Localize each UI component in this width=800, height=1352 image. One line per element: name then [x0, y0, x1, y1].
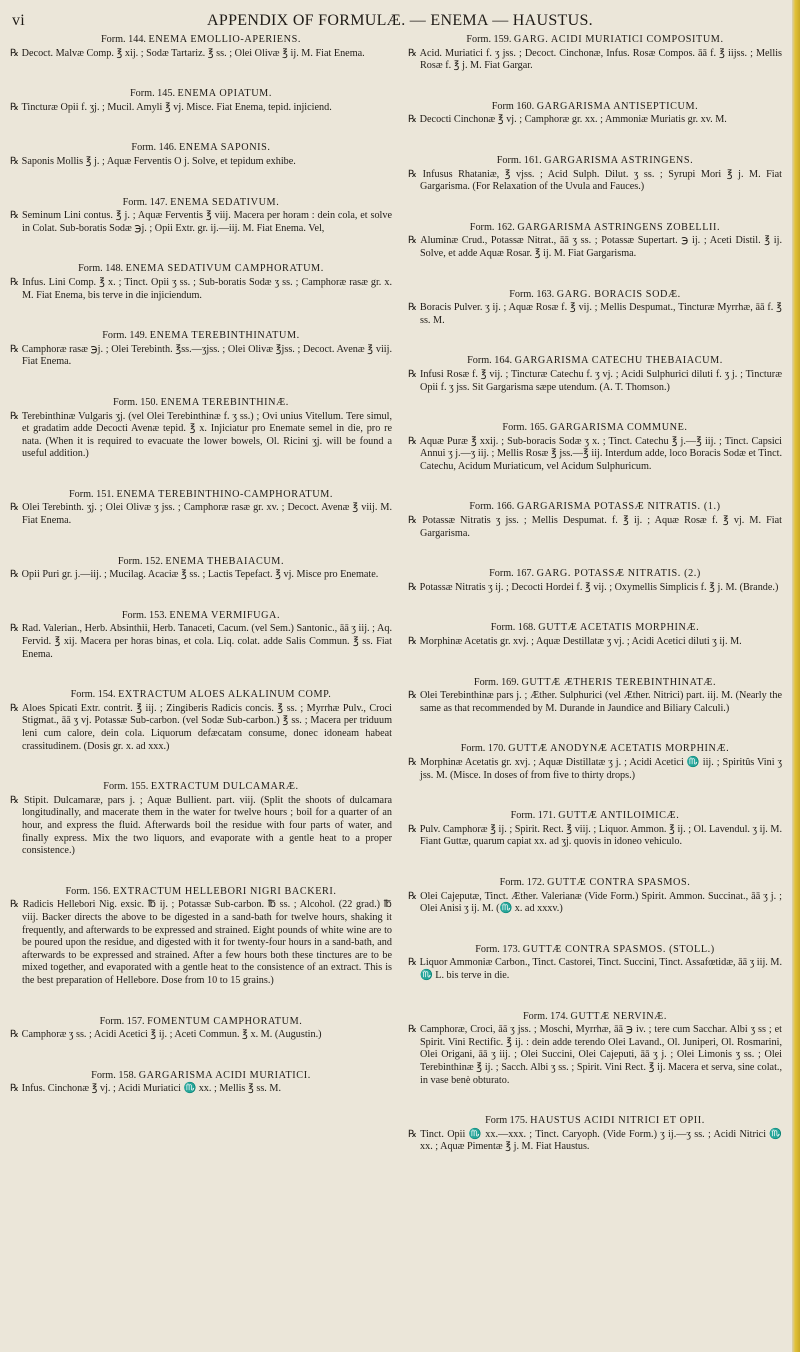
formula-heading	[408, 422, 782, 435]
formula-entry	[10, 886, 392, 988]
formula-number: Form. 172.	[499, 876, 545, 888]
formula-number: Form. 171.	[510, 810, 556, 822]
formula-heading	[408, 501, 782, 514]
formula-entry	[408, 289, 782, 328]
formula-heading	[10, 689, 392, 702]
formula-body: ℞ Tinct. Opii ♏ xx.—xxx. ; Tinct. Caryoph. (Vide Form.) ʒ ij.—ʒ ss. ; Acidi Nitrici ♏ xx. ; Aquæ Pimentæ ℥ j. M. Fiat Haustus.	[408, 1128, 782, 1153]
formula-body: ℞ Olei Cajeputæ, Tinct. Æther. Valerianæ (Vide Form.) Spirit. Ammon. Succinat., āā ʒ j. ; Olei Anisi ʒ ij. M. (♏ x. ad xxxv.)	[408, 890, 782, 915]
formula-body: ℞ Olei Terebinthinæ pars j. ; Æther. Sulphurici (vel Æther. Nitrici) part. iij. M. (Nearly the same as that recommended by M. Durande in Jaundice and Biliary Calculi.)	[408, 690, 782, 714]
formula-name: GARGARISMA ASTRINGENS.	[544, 154, 694, 166]
formula-entry	[408, 1115, 782, 1154]
formula-entry	[408, 422, 782, 473]
formula-name: ENEMA TEREBINTHINO-CAMPHORATUM.	[116, 488, 334, 500]
formula-entry	[408, 34, 782, 73]
formula-name: GARG. ACIDI MURIATICI COMPOSITUM.	[513, 34, 724, 45]
formula-number: Form. 165.	[502, 422, 548, 434]
formula-heading	[408, 810, 782, 823]
formula-name: GUTTÆ CONTRA SPASMOS. (STOLL.)	[522, 943, 715, 955]
formula-entry	[408, 944, 782, 983]
formula-entry	[408, 101, 782, 127]
formula-entry	[10, 781, 392, 858]
formula-number: Form. 151.	[68, 488, 114, 500]
formula-number: Form 175.	[485, 1115, 528, 1127]
formula-number: Form. 147.	[122, 196, 168, 208]
formula-number: Form. 145.	[130, 88, 175, 100]
formula-body: ℞ Saponis Mollis ℥ j. ; Aquæ Ferventis O j. Solve, et tepidum exhibe.	[10, 155, 296, 167]
formula-entry	[10, 556, 392, 582]
formula-heading	[10, 886, 392, 899]
formula-body: ℞ Camphoræ, Croci, āā ʒ jss. ; Moschi, Myrrhæ, āā ℈ iv. ; tere cum Sacchar. Albi ʒ ss ; et Spirit. Vini Rectific. ℥ ij. : dein adde terendo Olei Lavand., Ol. Juniperi, Ol. Rosmarini, Olei Origani, āā ʒ iij. ; Olei Succini, Olei Cajeputi, āā ʒ j. ; Olei Limonis ʒ ss. ; Olei Terebinthinæ ℥ ij. ; Sacch. Albi ʒ ss. ; Spirit. Vini Rect. ℥ ij. Macera et serva, sine colat., in vase benè obturato.	[408, 1024, 782, 1086]
formula-heading	[10, 1016, 392, 1029]
formula-number: Form. 144.	[100, 34, 146, 45]
page-edge	[792, 0, 800, 1352]
formula-number: Form. 153.	[121, 609, 167, 621]
formula-entry	[408, 877, 782, 916]
formula-entry	[408, 622, 782, 648]
formula-entry	[408, 568, 782, 594]
formula-body: ℞ Potassæ Nitratis ʒ ij. ; Decocti Hordei f. ℥ vij. ; Oxymellis Simplicis f. ℥ j. M. (Brande.)	[408, 581, 779, 593]
formula-entry	[10, 489, 392, 528]
formula-number: Form. 174.	[523, 1010, 568, 1022]
formula-body: ℞ Camphoræ rasæ ℈j. ; Olei Terebinth. ℥ss.—ʒjss. ; Olei Olivæ ℥jss. ; Decoct. Avenæ ℥ viij. Fiat Enema.	[10, 343, 392, 368]
formula-heading	[10, 489, 392, 502]
formula-name: HAUSTUS ACIDI NITRICI ET OPII.	[530, 1115, 705, 1127]
page-header	[12, 6, 788, 36]
formula-entry	[408, 810, 782, 849]
formula-number: Form. 155.	[103, 781, 149, 793]
formula-body: ℞ Tincturæ Opii f. ʒj. ; Mucil. Amyli ℥ vj. Misce. Fiat Enema, tepid. injiciend.	[10, 101, 332, 113]
formula-entry	[10, 263, 392, 302]
formula-body: ℞ Opii Puri gr. j.—iij. ; Mucilag. Acaciæ ℥ ss. ; Lactis Tepefact. ℥ vj. Misce pro Enemate.	[10, 569, 379, 581]
formula-number: Form. 163.	[509, 288, 555, 300]
formula-heading	[408, 355, 782, 368]
formula-heading	[10, 34, 392, 47]
formula-heading	[10, 556, 392, 569]
formula-entry	[408, 677, 782, 716]
formula-body: ℞ Infus. Cinchonæ ℥ vj. ; Acidi Muriatici ♏ xx. ; Mellis ℥ ss. M.	[10, 1083, 282, 1095]
formula-name: GUTTÆ NERVINÆ.	[570, 1010, 667, 1022]
formula-body: ℞ Aquæ Puræ ℥ xxij. ; Sub-boracis Sodæ ʒ x. ; Tinct. Catechu ℥ j.—℥ iij. ; Tinct. Capsici Annui ʒ j.—ʒ iij. ; Mellis Rosæ ℥ jss.—℥ iij. Interdum adde, loco Boracis Sodæ et Tinct. Catechu, Acidum Muriaticum, vel Acidum Sulphuricum.	[408, 435, 782, 472]
formula-name: GUTTÆ CONTRA SPASMOS.	[547, 876, 691, 888]
formula-body: ℞ Terebinthinæ Vulgaris ʒj. (vel Olei Terebinthinæ f. ʒ ss.) ; Ovi unius Vitellum. Tere simul, et gradatim adde Decocti Avenæ tepid. ℥ x. Injiciatur pro Enemate semel in die, pro re nata. (When it is required to evacuate the lower bowels, Ol. Ricini ʒj. will be found a useful addition.)	[10, 410, 392, 460]
formula-body: ℞ Radicis Hellebori Nig. exsic. ℔ ij. ; Potassæ Sub-carbon. ℔ ss. ; Alcohol. (22 grad.) ℔ viij. Backer directs the above to be digested in a sand-bath for twelve hours, shaking it frequently, and afterwards to be expressed and strained. Eight pounds of white wine are to be poured upon the residue, and digested with it for twenty-four hours in a sand-bath, and afterwards to be expressed and strained. After a few hours both these tinctures are to be mixed together, and evaporated with a gentle heat to the consistence of an extract. This is the best preparation of Hellebore. Dose from 10 to 15 grains.)	[10, 899, 392, 986]
formula-heading	[408, 289, 782, 302]
formula-heading	[408, 743, 782, 756]
formula-heading	[408, 222, 782, 235]
formula-heading	[408, 877, 782, 890]
formula-number: Form. 170.	[460, 743, 506, 755]
formula-heading	[408, 1011, 782, 1024]
formula-name: GARGARISMA ASTRINGENS ZOBELLII.	[517, 221, 721, 233]
formula-number: Form. 166.	[469, 501, 515, 513]
formula-number: Form. 148.	[78, 263, 124, 275]
formula-heading	[408, 568, 782, 581]
formula-number: Form. 150.	[113, 396, 159, 408]
formula-name: FOMENTUM CAMPHORATUM.	[147, 1015, 303, 1027]
formula-number: Form. 158.	[91, 1069, 137, 1081]
formula-body: ℞ Camphoræ ʒ ss. ; Acidi Acetici ℥ ij. ; Aceti Commun. ℥ x. M. (Augustin.)	[10, 1029, 322, 1041]
formula-name: ENEMA SEDATIVUM CAMPHORATUM.	[125, 263, 324, 275]
formula-name: GARGARISMA CATECHU THEBAIACUM.	[514, 355, 723, 367]
formula-entry	[10, 197, 392, 236]
formula-name: GARGARISMA COMMUNE.	[549, 422, 688, 434]
formula-body: ℞ Morphinæ Acetatis gr. xvj. ; Aquæ Distillatæ ʒ j. ; Acidi Acetici ♏ iij. ; Spiritûs Vini ʒ jss. M. (Misce. In doses of from five to thirty drops.)	[408, 757, 782, 781]
formula-name: GARGARISMA ACIDI MURIATICI.	[138, 1069, 311, 1081]
formula-entry	[408, 501, 782, 540]
formula-body: ℞ Infusus Rhataniæ, ℥ vjss. ; Acid Sulph. Dilut. ʒ ss. ; Syrupi Mori ℥ j. M. Fiat Gargarisma. (For Relaxation of the Uvula and Fauces.)	[408, 168, 782, 193]
formula-name: GARG. POTASSÆ NITRATIS. (2.)	[536, 568, 701, 580]
formula-number: Form. 157.	[99, 1015, 145, 1027]
formula-body: ℞ Infus. Lini Comp. ℥ x. ; Tinct. Opii ʒ ss. ; Sub-boratis Sodæ ʒ ss. ; Camphoræ rasæ gr. x. M. Fiat Enema, bis terve in die injiciendum.	[10, 276, 392, 301]
formula-name: EXTRACTUM DULCAMARÆ.	[150, 781, 299, 793]
formula-number: Form. 167.	[489, 568, 535, 580]
formula-name: GARGARISMA POTASSÆ NITRATIS. (1.)	[516, 501, 721, 513]
formula-heading	[10, 330, 392, 343]
formula-number: Form. 162.	[469, 221, 515, 233]
formula-number: Form. 169.	[473, 676, 519, 688]
formula-name: ENEMA TEREBINTHINÆ.	[160, 396, 289, 408]
formula-body: ℞ Acid. Muriatici f. ʒ jss. ; Decoct. Cinchonæ, Infus. Rosæ Compos. āā f. ℥ iijss. ; Mellis Rosæ f. ℥ j. M. Fiat Gargar.	[408, 47, 782, 72]
formula-name: ENEMA SEDATIVUM.	[170, 196, 280, 208]
formula-entry	[10, 88, 392, 114]
formula-heading	[408, 155, 782, 168]
formula-heading	[10, 397, 392, 410]
formula-number: Form. 173.	[475, 943, 521, 955]
running-title: APPENDIX OF FORMULÆ. — ENEMA — HAUSTUS.	[207, 12, 593, 29]
formula-name: ENEMA EMOLLIO-APERIENS.	[148, 34, 301, 45]
formula-entry	[10, 1016, 392, 1042]
formula-name: GARG. BORACIS SODÆ.	[556, 288, 681, 300]
formula-body: ℞ Olei Terebinth. ʒj. ; Olei Olivæ ʒ jss. ; Camphoræ rasæ gr. xv. ; Decoct. Avenæ ℥ viij. M. Fiat Enema.	[10, 502, 392, 527]
formula-number: Form. 164.	[467, 355, 513, 367]
formula-heading	[408, 34, 782, 47]
formula-heading	[408, 622, 782, 635]
formula-body: ℞ Morphinæ Acetatis gr. xvj. ; Aquæ Destillatæ ʒ vj. ; Acidi Acetici diluti ʒ ij. M.	[408, 636, 742, 648]
formula-entry	[10, 610, 392, 661]
formula-heading	[10, 263, 392, 276]
formula-name: GARGARISMA ANTISEPTICUM.	[536, 100, 699, 112]
formula-heading	[10, 142, 392, 155]
formula-entry	[408, 155, 782, 194]
formula-number: Form. 154.	[70, 689, 116, 701]
formula-entry	[408, 222, 782, 261]
formula-number: Form. 152.	[117, 555, 163, 567]
formula-name: ENEMA VERMIFUGA.	[169, 609, 281, 621]
formula-entry	[10, 34, 392, 60]
page-number: vi	[12, 12, 26, 29]
formula-name: ENEMA SAPONIS.	[178, 142, 271, 154]
formula-heading	[10, 781, 392, 794]
formula-body: ℞ Liquor Ammoniæ Carbon., Tinct. Castorei, Tinct. Succini, Tinct. Assafœtidæ, āā ʒ iij. M. ♏ L. bis terve in die.	[408, 957, 782, 981]
formula-heading	[408, 101, 782, 114]
formula-body: ℞ Seminum Lini contus. ℥ j. ; Aquæ Ferventis ℥ viij. Macera per horam : dein cola, et solve in Colat. Sub-boratis Sodæ ℈j. ; Opii Extr. gr. ij.—iij. M. Fiat Enema. Vel,	[10, 210, 392, 234]
formula-heading	[10, 88, 392, 101]
formula-body: ℞ Aluminæ Crud., Potassæ Nitrat., āā ʒ ss. ; Potassæ Supertart. ℈ ij. ; Aceti Distil. ℥ ij. Solve, et adde Aquæ Rosar. ℥ ij. M. Fiat Gargarisma.	[408, 235, 782, 259]
formula-entry	[408, 355, 782, 394]
formula-number: Form. 156.	[65, 885, 111, 897]
formula-heading	[10, 197, 392, 210]
formula-body: ℞ Aloes Spicati Extr. contrit. ℥ iij. ; Zingiberis Radicis concis. ℥ ss. ; Myrrhæ Pulv., Croci Stigmat., āā ʒ vj. Potassæ Sub-carbon. (vel Sodæ Sub-carbon.) ℥ ss. ; Macera per triduum leni cum calore, dein cola. Liquorum defæcatam consume, donec idoneam habeat crassitudinem. (Dosis gr. x. ad xxx.)	[10, 702, 392, 752]
formula-number: Form 160.	[491, 100, 535, 112]
formula-name: GUTTÆ ANODYNÆ ACETATIS MORPHINÆ.	[508, 743, 730, 755]
formula-name: ENEMA THEBAIACUM.	[165, 555, 285, 567]
formula-body: ℞ Boracis Pulver. ʒ ij. ; Aquæ Rosæ f. ℥ vij. ; Mellis Despumat., Tincturæ Myrrhæ, āā f. ℥ ss. M.	[408, 302, 782, 326]
formula-entry	[10, 142, 392, 168]
formula-name: EXTRACTUM HELLEBORI NIGRI BACKERI.	[112, 885, 337, 897]
formula-name: EXTRACTUM ALOES ALKALINUM COMP.	[118, 689, 332, 701]
formula-number: Form. 159.	[466, 34, 512, 45]
formula-body: ℞ Stipit. Dulcamaræ, pars j. ; Aquæ Bullient. part. viij. (Split the shoots of dulcamara longitudinally, and macerate them in the water for twelve hours ; boil for a quarter of an hour, and express the fluid. Afterwards boil the residue with four parts of water, and finally express. Mix the two liquors, and evaporate with a gentle heat to a proper consistence.)	[10, 794, 392, 857]
formula-body: ℞ Decoct. Malvæ Comp. ℥ xij. ; Sodæ Tartariz. ℥ ss. ; Olei Olivæ ℥ ij. M. Fiat Enema.	[10, 47, 365, 59]
formula-body: ℞ Infusi Rosæ f. ℥ vij. ; Tincturæ Catechu f. ʒ vj. ; Acidi Sulphurici diluti f. ʒ j. ; Tincturæ Opii f. ʒ jss. Sit Gargarisma sæpe utendum. (A. T. Thomson.)	[408, 368, 782, 393]
formula-number: Form. 161.	[496, 154, 542, 166]
formula-entry	[10, 1070, 392, 1096]
formula-number: Form. 168.	[490, 622, 536, 634]
formula-body: ℞ Decocti Cinchonæ ℥ vj. ; Camphoræ gr. xx. ; Ammoniæ Muriatis gr. xv. M.	[408, 114, 727, 126]
formula-body: ℞ Potassæ Nitratis ʒ jss. ; Mellis Despumat. f. ℥ ij. ; Aquæ Rosæ f. ℥ vj. M. Fiat Gargarisma.	[408, 515, 782, 539]
formula-name: ENEMA TEREBINTHINATUM.	[149, 330, 300, 342]
formula-entry	[10, 330, 392, 369]
formula-entry	[10, 689, 392, 753]
formula-entry	[10, 397, 392, 461]
right-column	[408, 34, 782, 1346]
formula-entry	[408, 1011, 782, 1088]
formula-body: ℞ Rad. Valerian., Herb. Absinthii, Herb. Tanaceti, Cacum. (vel Sem.) Santonic., āā ʒ iij. ; Aq. Fervid. ℥ xij. Macera per horas binas, et cola. Liq. colat. adde Salis Commun. ℥ ss. Fiat Enema.	[10, 623, 392, 660]
formula-heading	[408, 1115, 782, 1128]
formula-heading	[10, 610, 392, 623]
left-column	[10, 34, 392, 1346]
formula-number: Form. 149.	[102, 330, 148, 342]
formula-entry	[408, 743, 782, 782]
formula-name: GUTTÆ ACETATIS MORPHINÆ.	[538, 622, 700, 634]
formula-name: GUTTÆ ÆTHERIS TEREBINTHINATÆ.	[521, 676, 717, 688]
formula-name: ENEMA OPIATUM.	[177, 88, 272, 100]
formula-heading	[408, 944, 782, 957]
formula-heading	[10, 1070, 392, 1083]
formula-heading	[408, 677, 782, 690]
formula-name: GUTTÆ ANTILOIMICÆ.	[558, 810, 680, 822]
formula-number: Form. 146.	[131, 142, 177, 154]
formula-body: ℞ Pulv. Camphoræ ℥ ij. ; Spirit. Rect. ℥ viij. ; Liquor. Ammon. ℥ ij. ; Ol. Lavendul. ʒ ij. M. Fiant Guttæ, quarum capiat xx. ad ʒj. quovis in idoneo vehiculo.	[408, 823, 782, 848]
